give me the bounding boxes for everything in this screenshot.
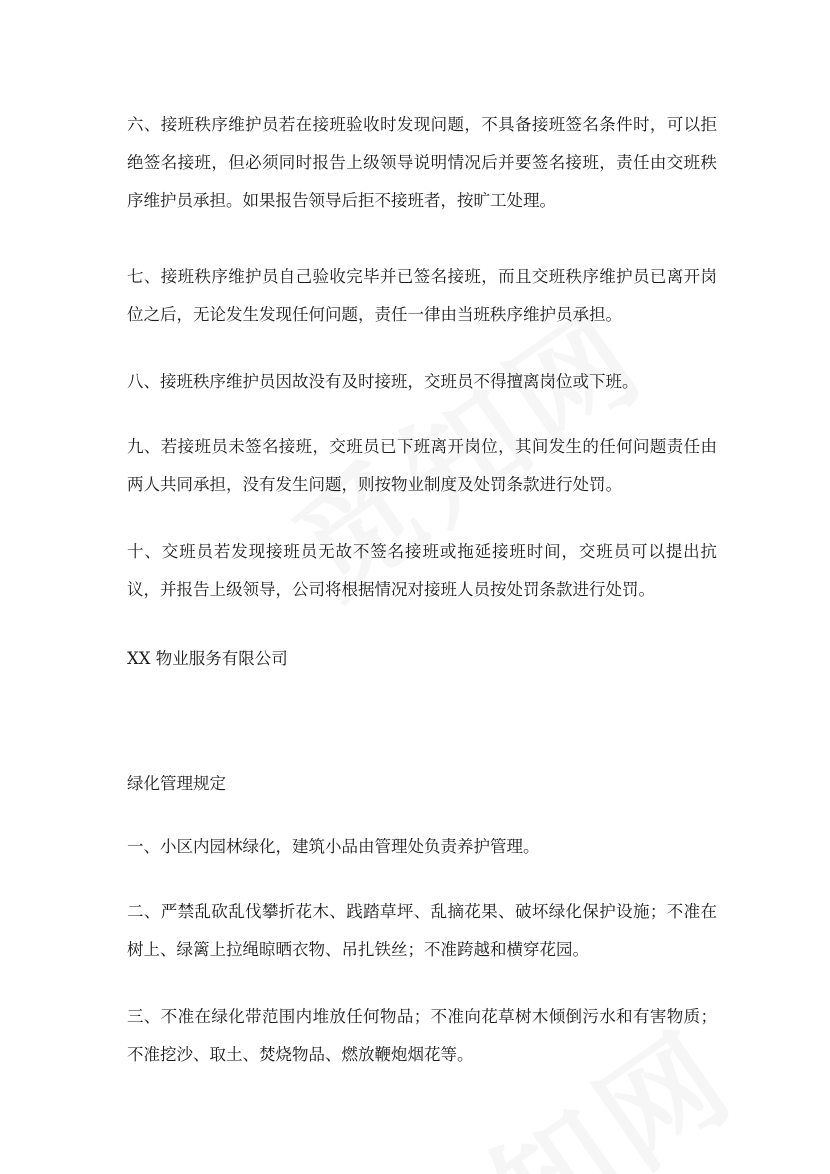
paragraph-green-rule-3: 三、不准在绿化带范围内堆放任何物品；不准向花草树木倾倒污水和有害物质；不准挖沙、取土、焚烧物品、燃放鞭炮烟花等。: [127, 1007, 717, 1064]
paragraph-rule-8: 八、接班秩序维护员因故没有及时接班，交班员不得擅离岗位或下班。: [127, 372, 639, 391]
section-title: 绿化管理规定: [127, 774, 226, 793]
company-name: XX 物业服务有限公司: [127, 649, 288, 668]
paragraph-rule-9: 九、若接班员未签名接班，交班员已下班离开岗位，其间发生的任何问题责任由两人共同承担，没有发生问题，则按物业制度及处罚条款进行处罚。: [127, 437, 717, 494]
paragraph-rule-6: 六、接班秩序维护员若在接班验收时发现问题，不具备接班签名条件时，可以拒绝签名接班，但必须同时报告上级领导说明情况后并要签名接班，责任由交班秩序维护员承担。如果报告领导后拒不接班者，按旷工处理。: [127, 115, 717, 210]
paragraph-rule-7: 七、接班秩序维护员自己验收完毕并已签名接班，而且交班秩序维护员已离开岗位之后，无论发生发现任何问题，责任一律由当班秩序维护员承担。: [127, 267, 717, 324]
paragraph-green-rule-2: 二、严禁乱砍乱伐攀折花木、践踏草坪、乱摘花果、破坏绿化保护设施；不准在树上、绿篱上拉绳晾晒衣物、吊扎铁丝；不准跨越和横穿花园。: [127, 902, 717, 959]
paragraph-green-rule-1: 一、小区内园林绿化，建筑小品由管理处负责养护管理。: [127, 837, 540, 856]
paragraph-rule-10: 十、交班员若发现接班员无故不签名接班或拖延接班时间，交班员可以提出抗议，并报告上级领导，公司将根据情况对接班人员按处罚条款进行处罚。: [127, 542, 717, 599]
